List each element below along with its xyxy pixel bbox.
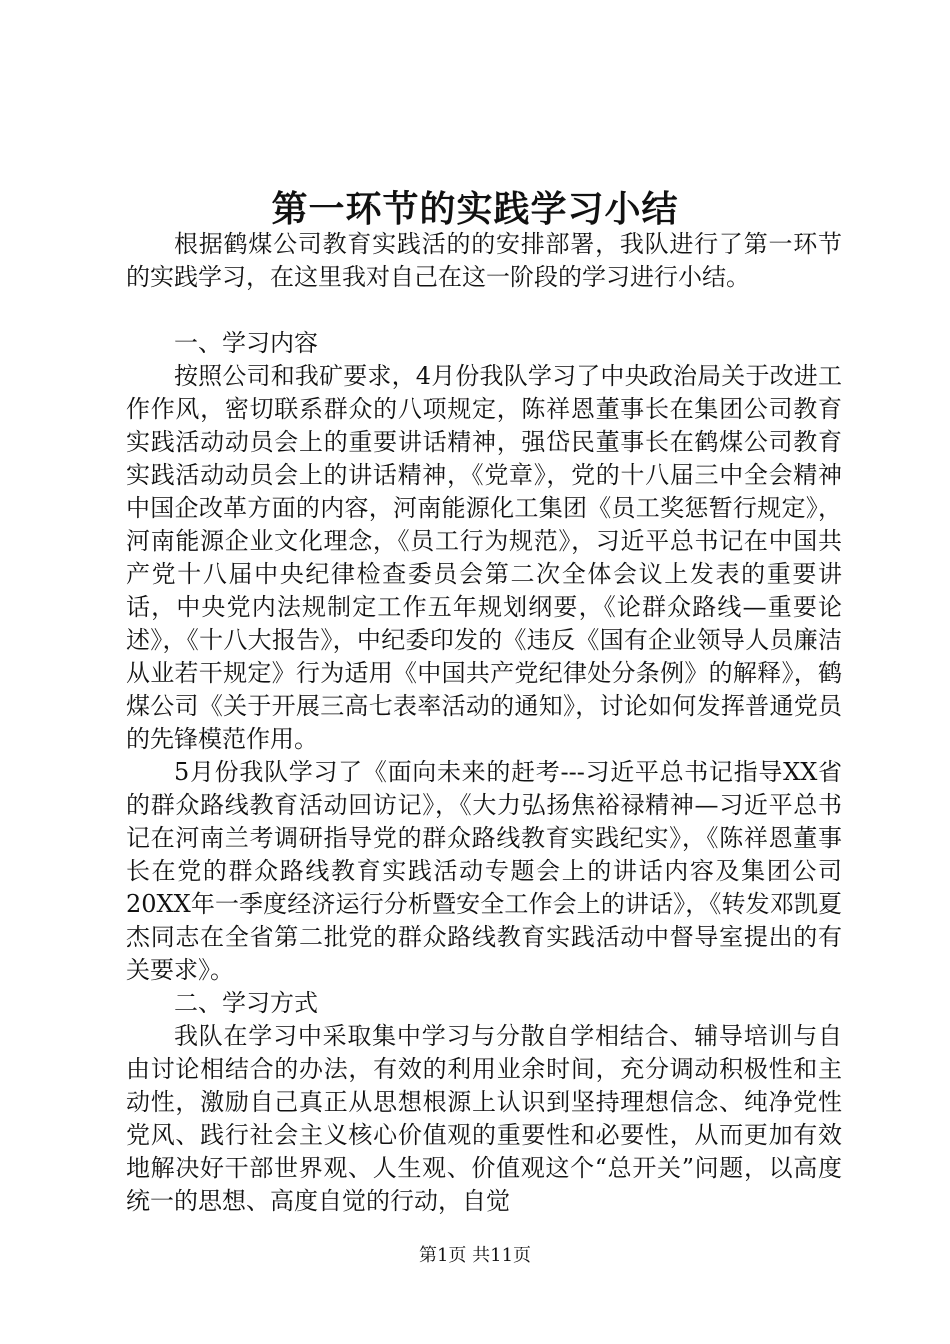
method-paragraph: 我队在学习中采取集中学习与分散自学相结合、辅导培训与自由讨论相结合的办法，有效的利用业余时间，充分调动积极性和主动性，激励自己真正从思想根源上认识到坚持理想信念、纯净党性党风、践行社会主义核心价值观的重要性和必要性，从而更加有效地解决好干部世界观、人生观、价值观这个“总开关”问题，以高度统一的思想、高度自觉的行动，自觉	[126, 1022, 842, 1215]
section-heading-method: 二、学习方式	[174, 989, 318, 1017]
content-paragraph-april: 按照公司和我矿要求，4月份我队学习了中央政治局关于改进工作作风，密切联系群众的八项规定，陈祥恩董事长在集团公司教育实践活动动员会上的重要讲话精神，强岱民董事长在鹤煤公司教育实践活动动员会上的讲话精神，《党章》，党的十八届三中全会精神中国企改革方面的内容，河南能源化工集团《员工奖惩暂行规定》，河南能源企业文化理念，《员工行为规范》，习近平总书记在中国共产党十八届中央纪律检查委员会第二次全体会议上发表的重要讲话，中央党内法规制定工作五年规划纲要，《论群众路线—重要论述》，《十八大报告》，中纪委印发的《违反《国有企业领导人员廉洁从业若干规定》行为适用《中国共产党纪律处分条例》的解释》，鹤煤公司《关于开展三高七表率活动的通知》，讨论如何发挥普通党员的先锋模范作用。	[126, 362, 842, 753]
page-number: 第1页 共11页	[418, 1245, 532, 1266]
document-title: 第一环节的实践学习小结	[271, 188, 679, 230]
intro-paragraph: 根据鹤煤公司教育实践活的的安排部署，我队进行了第一环节的实践学习，在这里我对自己在这一阶段的学习进行小结。	[126, 230, 842, 291]
section-heading-content: 一、学习内容	[174, 329, 318, 357]
document-body	[126, 228, 842, 1218]
content-paragraph-may: 5月份我队学习了《面向未来的赶考---习近平总书记指导XX省的群众路线教育活动回访记》，《大力弘扬焦裕禄精神—习近平总书记在河南兰考调研指导党的群众路线教育实践纪实》，《陈祥恩董事长在党的群众路线教育实践活动专题会上的讲话内容及集团公司20XX年一季度经济运行分析暨安全工作会上的讲话》，《转发邓凯夏杰同志在全省第二批党的群众路线教育实践活动中督导室提出的有关要求》。	[126, 758, 842, 984]
